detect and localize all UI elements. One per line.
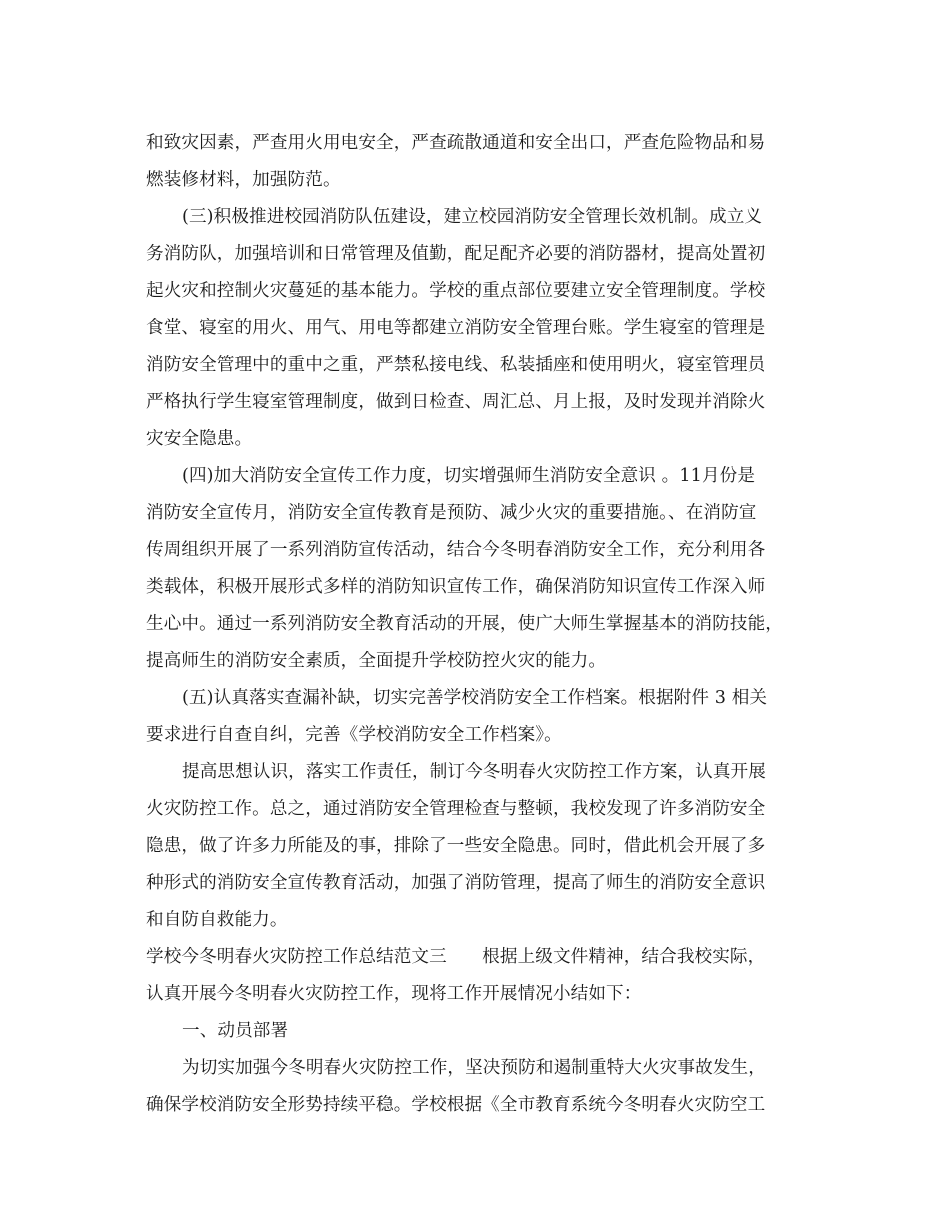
text-line: (三)积极推进校园消防队伍建设，建立校园消防安全管理长效机制。成立义 [182, 207, 763, 227]
text-line: 提高师生的消防安全素质，全面提升学校防控火灾的能力。 [146, 651, 607, 671]
text-line: 传周组织开展了一系列消防宣传活动，结合今冬明春消防安全工作，充分利用各 [146, 540, 766, 560]
text-line: 和自防自救能力。 [146, 910, 288, 930]
text-line: 起火灾和控制火灾蔓延的基本能力。学校的重点部位要建立安全管理制度。学校 [146, 281, 766, 301]
text-line: 消防安全管理中的重中之重，严禁私接电线、私装插座和使用明火，寝室管理员 [146, 355, 766, 375]
text-line: 认真开展今冬明春火灾防控工作，现将工作开展情况小结如下： [146, 984, 642, 1004]
text-line: 燃装修材料，加强防范。 [146, 170, 341, 190]
text-line: 种形式的消防安全宣传教育活动，加强了消防管理，提高了师生的消防安全意识 [146, 873, 766, 893]
text-line: 火灾防控工作。总之，通过消防安全管理检查与整顿，我校发现了许多消防安全 [146, 799, 766, 819]
text-line: 学校今冬明春火灾防控工作总结范文三 根据上级文件精神，结合我校实际， [146, 947, 766, 967]
text-line: 灾安全隐患。 [146, 429, 253, 449]
text-line: 提高思想认识，落实工作责任，制订今冬明春火灾防控工作方案，认真开展 [182, 762, 766, 782]
text-line: 一、动员部署 [182, 1021, 289, 1041]
text-line: (五)认真落实查漏补缺，切实完善学校消防安全工作档案。根据附件 3 相关 [182, 688, 768, 708]
text-line: 生心中。通过一系列消防安全教育活动的开展，使广大师生掌握基本的消防技能， [146, 614, 783, 634]
text-line: (四)加大消防安全宣传工作力度，切实增强师生消防安全意识 。11月份是 [182, 466, 756, 486]
text-line: 务消防队，加强培训和日常管理及值勤，配足配齐必要的消防器材，提高处置初 [146, 244, 766, 264]
text-line: 食堂、寝室的用火、用气、用电等都建立消防安全管理台账。学生寝室的管理是 [146, 318, 766, 338]
text-line: 和致灾因素，严查用火用电安全，严查疏散通道和安全出口，严查危险物品和易 [146, 133, 766, 153]
text-line: 严格执行学生寝室管理制度，做到日检查、周汇总、月上报，及时发现并消除火 [146, 392, 766, 412]
text-line: 隐患，做了许多力所能及的事，排除了一些安全隐患。同时，借此机会开展了多 [146, 836, 766, 856]
text-line: 消防安全宣传月，消防安全宣传教育是预防、减少火灾的重要措施。、在消防宣 [146, 503, 757, 523]
text-line: 为切实加强今冬明春火灾防控工作，坚决预防和遏制重特大火灾事故发生， [182, 1058, 766, 1078]
text-line: 确保学校消防安全形势持续平稳。学校根据《全市教育系统今冬明春火灾防空工 [146, 1095, 766, 1115]
text-line: 要求进行自查自纠，完善《学校消防安全工作档案》。 [146, 725, 562, 745]
text-line: 类载体，积极开展形式多样的消防知识宣传工作，确保消防知识宣传工作深入师 [146, 577, 766, 597]
document-body [146, 125, 806, 1124]
